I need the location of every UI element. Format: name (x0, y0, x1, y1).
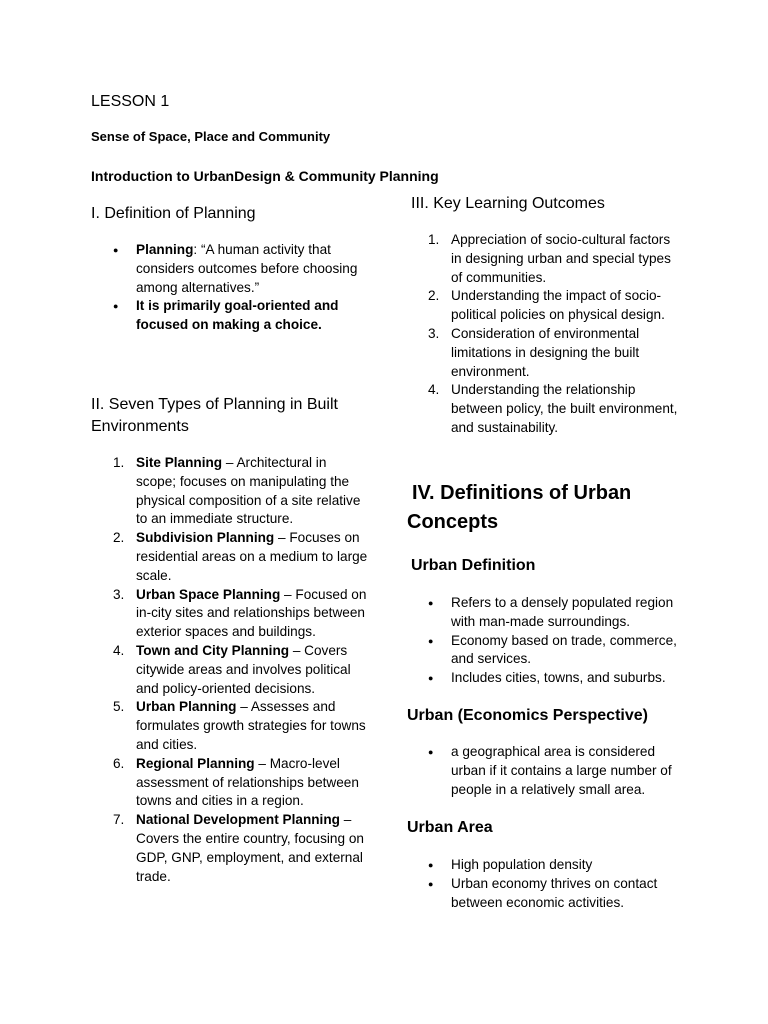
definition: – Architectural in scope; focuses on manipulating the physical composition of a site relative to an immediate structure. (136, 455, 361, 527)
list-item (91, 755, 369, 811)
outcome-text: Consideration of environmental limitations in designing the built environment. (451, 325, 640, 379)
intro-heading: Introduction to UrbanDesign & Community Planning (91, 168, 439, 184)
section-3-heading: III. Key Learning Outcomes (411, 195, 605, 212)
item-number: 4. (113, 642, 125, 658)
item-number: 1. (113, 455, 125, 470)
definition: : “A human activity that considers outcomes before choosing among alternatives.” (136, 242, 358, 295)
section-4-heading-line-2: Concepts (407, 511, 499, 533)
section-2-heading-line-1: II. Seven Types of Planning in Built (91, 396, 338, 413)
item-number: 1. (428, 232, 440, 247)
urban-economics-list (406, 743, 686, 799)
list-item: ● Economy based on trade, commerce, and services. (406, 632, 686, 670)
item-number: 2. (113, 530, 125, 546)
list-item: ● a geographical area is considered urban if it contains a large number of people in a relatively small area. (406, 743, 686, 799)
term: Subdivision Planning (136, 530, 275, 546)
section-1-list (91, 241, 386, 335)
list-item (91, 811, 369, 886)
outcome-text: Understanding the impact of socio-political policies on physical design. (451, 288, 665, 323)
item-number: 7. (113, 812, 125, 828)
term: Regional Planning (136, 755, 255, 771)
term: National Development Planning (136, 812, 340, 828)
urban-definition-list (406, 594, 686, 688)
list-item (91, 241, 386, 297)
list-item (91, 698, 369, 754)
outcome-text: Understanding the relationship between policy, the built environment, and sustainability. (451, 382, 678, 435)
list-item (406, 287, 681, 325)
section-4-heading (407, 479, 737, 537)
list-item (406, 231, 681, 287)
definition: – Assesses and formulates growth strategies for towns and cities. (136, 699, 366, 752)
list-item (91, 297, 386, 335)
term: Planning (136, 242, 194, 257)
item-number: 3. (113, 586, 125, 602)
urban-economics-heading: Urban (Economics Perspective) (407, 707, 648, 724)
list-item (406, 381, 681, 437)
item-number: 2. (428, 288, 440, 304)
item-number: 5. (113, 699, 125, 715)
term: Town and City Planning (136, 642, 290, 658)
section-4-heading-line-1: IV. Definitions of Urban (412, 482, 632, 504)
section-2-heading-line-2: Environments (91, 418, 189, 435)
list-item: ● Urban economy thrives on contact between economic activities. (406, 875, 686, 913)
section-2-heading (91, 394, 391, 438)
definition: – Covers citywide areas and involves political and policy-oriented decisions. (136, 642, 351, 696)
list-item (406, 325, 681, 381)
section-1-heading: I. Definition of Planning (91, 205, 256, 222)
term: Urban Space Planning (136, 586, 281, 602)
term: Site Planning (136, 455, 223, 470)
list-item (91, 642, 369, 698)
list-item (91, 586, 369, 642)
item-number: 4. (428, 382, 440, 398)
urban-definition-heading: Urban Definition (411, 557, 536, 574)
definition: – Macro-level assessment of relationships between towns and cities in a region. (136, 755, 359, 809)
learning-outcomes-list (406, 231, 681, 438)
list-item (91, 529, 369, 585)
term: Urban Planning (136, 699, 237, 715)
list-item: ● Includes cities, towns, and suburbs. (406, 669, 686, 688)
definition: – Focuses on residential areas on a medium to large scale. (136, 530, 368, 583)
lesson-subtitle: Sense of Space, Place and Community (91, 129, 331, 144)
urban-area-list (406, 856, 686, 912)
list-item: ● High population density (406, 856, 686, 875)
item-number: 6. (113, 755, 125, 771)
list-item (91, 454, 369, 529)
definition: – Covers the entire country, focusing on GDP, GNP, employment, and external trade. (136, 812, 364, 884)
urban-area-heading: Urban Area (407, 819, 493, 836)
lesson-title: LESSON 1 (91, 93, 170, 110)
item-number: 3. (428, 325, 440, 341)
planning-types-list (91, 454, 369, 886)
outcome-text: Appreciation of socio-cultural factors in designing urban and special types of communities. (451, 232, 671, 285)
definition: – Focused on in-city sites and relationships between exterior spaces and buildings. (136, 586, 367, 640)
definition: It is primarily goal-oriented and focused on making a choice. (136, 298, 339, 333)
list-item: ● Refers to a densely populated region with man-made surroundings. (406, 594, 686, 632)
